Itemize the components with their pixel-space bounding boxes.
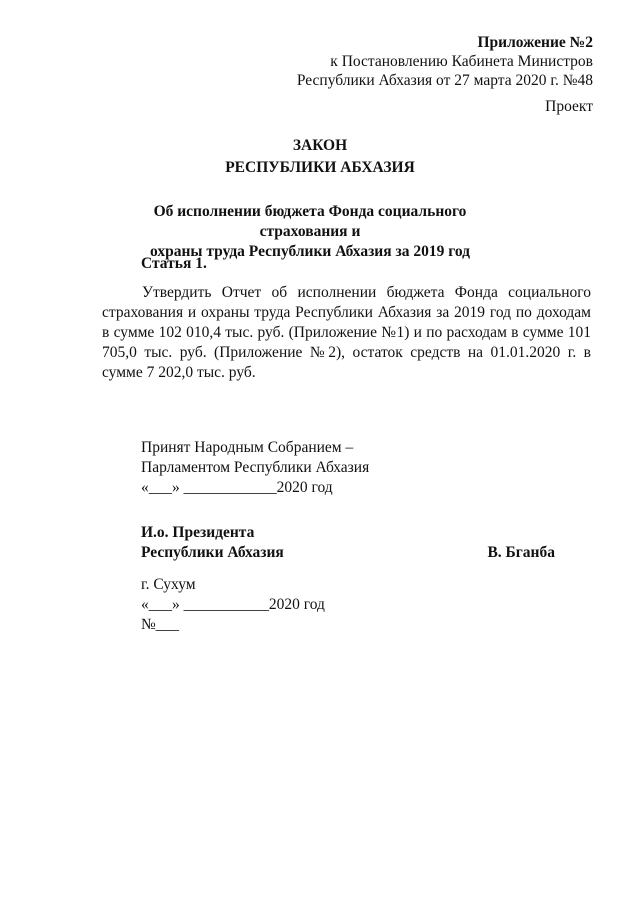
appendix-header [193, 33, 593, 90]
law-subtitle: РЕСПУБЛИКИ АБХАЗИЯ [225, 159, 415, 176]
signature-block [141, 523, 561, 563]
adoption-date: «___» ____________2020 год [141, 479, 333, 496]
signer-name: В. Бганба [487, 544, 555, 561]
law-title: ЗАКОН [292, 137, 348, 154]
signature-position-line-2: Республики Абхазия [141, 544, 284, 561]
law-name-line-1: Об исполнении бюджета Фонда социального страхования и [153, 203, 467, 240]
place-block [141, 575, 441, 635]
document-status: Проект [545, 98, 593, 115]
law-name [110, 202, 510, 262]
signature-row [141, 543, 561, 563]
article-body: Утвердить Отчет об исполнении бюджета Фонда социального страхования и охраны труда Республики Абхазия за 2019 год по доходам в сумме 102 010,4 тыс. руб. (Приложение №1) и по расходам в сумме 101 705,0 тыс. руб. (Приложение №2), остаток средств на 01.01.2020 г. в сумме 7 202,0 тыс. руб. [102, 284, 591, 381]
appendix-reference-line-2: Республики Абхазия от 27 марта 2020 г. №48 [296, 72, 593, 89]
adoption-line-2: Парламентом Республики Абхазия [141, 459, 370, 476]
place-date: «___» ___________2020 год [141, 596, 325, 613]
document-number: №___ [141, 616, 180, 633]
appendix-title: Приложение №2 [477, 34, 593, 51]
place-city: г. Сухум [141, 576, 196, 593]
law-name-line-2: охраны труда Республики Абхазия за 2019 год [149, 243, 471, 260]
adoption-line-1: Принят Народным Собранием – [141, 439, 354, 456]
signature-position-line-1: И.о. Президента [141, 524, 255, 541]
adoption-block [141, 438, 441, 498]
article-heading: Статья 1. [141, 255, 207, 272]
appendix-reference-line-1: к Постановлению Кабинета Министров [330, 53, 593, 70]
